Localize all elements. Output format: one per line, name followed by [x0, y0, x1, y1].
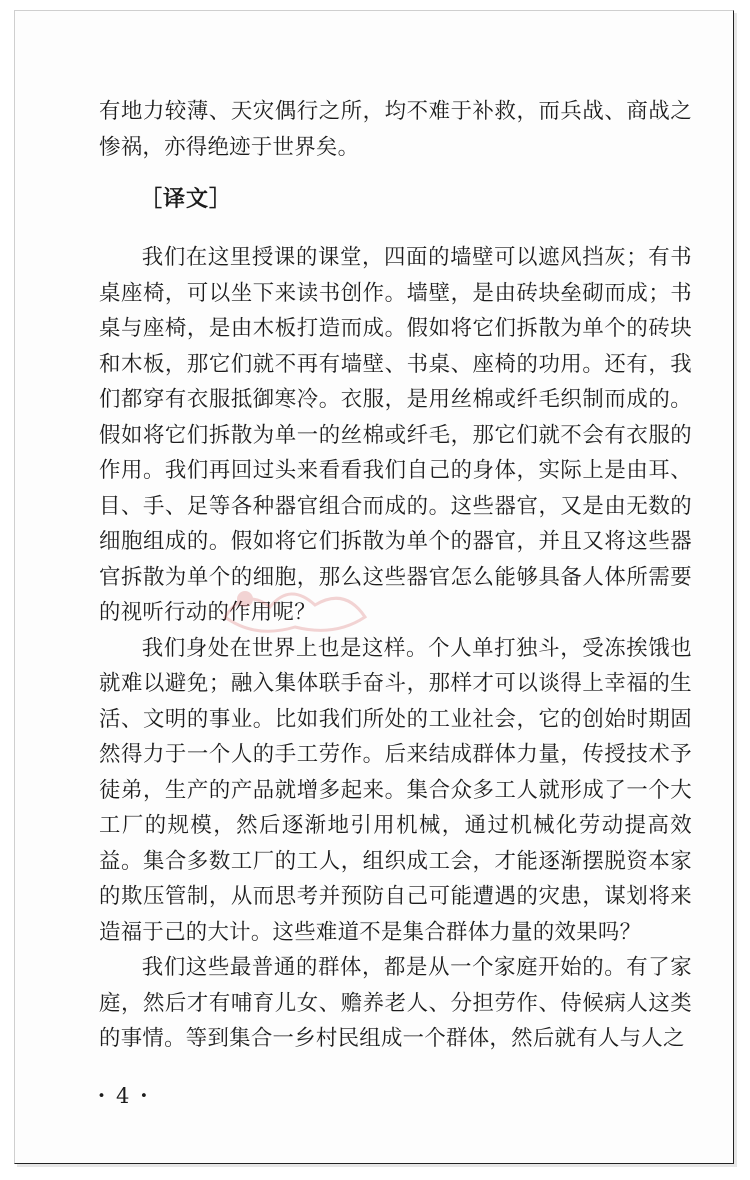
continuation-paragraph: 有地力较薄、天灾偶行之所，均不难于补救，而兵战、商战之惨祸，亦得绝迹于世界矣。 [99, 99, 692, 160]
page-number: ・4・ [91, 1084, 159, 1108]
continuation-text [99, 94, 692, 165]
paragraph-3: 我们这些最普通的群体，都是从一个家庭开始的。有了家庭，然后才有哺育儿女、赡养老人、分担劳作、侍候病人这类的事情。等到集合一乡村民组成一个群体，然后就有人与人之 [99, 955, 692, 1051]
paragraph-2: 我们身处在世界上也是这样。个人单打独斗，受冻挨饿也就难以避免；融入集体联手奋斗，那样才可以谈得上幸福的生活、文明的事业。比如我们所处的工业社会，它的创始时期固然得力于一个人的手工劳作。后来结成群体力量，传授技术予徒弟，生产的产品就增多起来。集合众多工人就形成了一个大工厂的规模，然后逐渐地引用机械，通过机械化劳动提高效益。集合多数工厂的工人，组织成工会，才能逐渐摆脱资本家的欺压管制，从而思考并预防自己可能遭遇的灾患，谋划将来造福于己的大计。这些难道不是集合群体力量的效果吗？ [99, 635, 692, 945]
paragraph-1: 我们在这里授课的课堂，四面的墙壁可以遮风挡灰；有书桌座椅，可以坐下来读书创作。墙壁，是由砖块垒砌而成；书桌与座椅，是由木板打造而成。假如将它们拆散为单个的砖块和木板，那它们就不再有墙壁、书桌、座椅的功用。还有，我们都穿有衣服抵御寒冷。衣服，是用丝棉或纤毛织制而成的。假如将它们拆散为单一的丝棉或纤毛，那它们就不会有衣服的作用。我们再回过头来看看我们自己的身体，实际上是由耳、目、手、足等各种器官组合而成的。这些器官，又是由无数的细胞组成的。假如将它们拆散为单个的器官，并且又将这些器官拆散为单个的细胞，那么这些器官怎么能够具备人体所需要的视听行动的作用呢？ [99, 245, 692, 625]
section-heading: ［译文］ [140, 186, 233, 212]
translation-body [99, 240, 692, 1057]
